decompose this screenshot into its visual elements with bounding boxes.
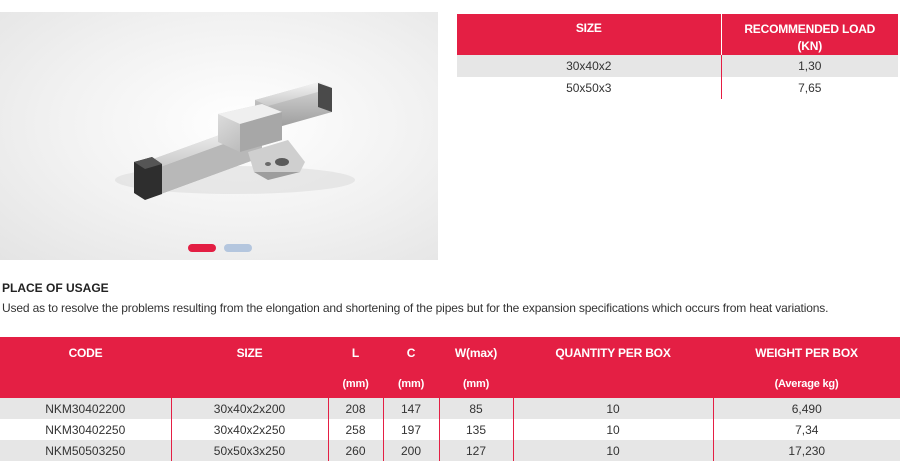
cell-c: 200	[383, 440, 439, 461]
header-l: L	[351, 346, 360, 360]
load-header-line-2: (KN)	[797, 39, 823, 53]
cell-l: 208	[328, 398, 383, 419]
cell-weight: 6,490	[713, 398, 900, 419]
cell-quantity: 10	[513, 419, 713, 440]
load-table-row	[457, 55, 898, 77]
cell-weight: 7,34	[713, 419, 900, 440]
table-row	[0, 440, 900, 461]
subheader-size	[171, 369, 328, 398]
header-c: C	[406, 346, 416, 360]
header-w-max: W(max)	[454, 346, 498, 360]
spec-table-header	[0, 337, 900, 369]
load-size-cell: 30x40x2	[457, 55, 721, 77]
cell-quantity: 10	[513, 440, 713, 461]
subheader-w-unit: (mm)	[462, 377, 490, 390]
cell-size: 30x40x2x200	[171, 398, 328, 419]
subheader-c-unit: (mm)	[397, 377, 425, 390]
subheader-weight-unit: (Average kg)	[774, 377, 839, 390]
load-table-header	[457, 14, 898, 55]
load-table-row	[457, 77, 898, 99]
load-header-size: SIZE	[457, 14, 721, 55]
cell-code: NKM50503250	[0, 440, 171, 461]
cell-size: 50x50x3x250	[171, 440, 328, 461]
load-value-cell: 7,65	[721, 77, 898, 99]
cell-size: 30x40x2x250	[171, 419, 328, 440]
table-row	[0, 398, 900, 419]
cell-l: 258	[328, 419, 383, 440]
cell-l: 260	[328, 440, 383, 461]
load-size-cell: 50x50x3	[457, 77, 721, 99]
load-header-recommended-load	[721, 14, 898, 55]
cell-code: NKM30402250	[0, 419, 171, 440]
cell-c: 197	[383, 419, 439, 440]
subheader-code	[0, 369, 171, 398]
load-value-cell: 1,30	[721, 55, 898, 77]
spec-table-subheader	[0, 369, 900, 398]
cell-weight: 17,230	[713, 440, 900, 461]
usage-description: Used as to resolve the problems resulting from the elongation and shortening of the pipes but for the expansion specifications which occurs from heat variations.	[2, 301, 829, 315]
header-weight-per-box: WEIGHT PER BOX	[755, 346, 858, 360]
expansion-clamp-illustration	[0, 12, 438, 260]
carousel-dot-1[interactable]	[188, 244, 216, 252]
cell-w: 135	[439, 419, 513, 440]
load-table	[457, 14, 898, 99]
cell-code: NKM30402200	[0, 398, 171, 419]
cell-c: 147	[383, 398, 439, 419]
carousel-dot-2[interactable]	[224, 244, 252, 252]
subheader-l-unit: (mm)	[342, 377, 369, 390]
header-quantity-per-box: QUANTITY PER BOX	[555, 346, 671, 360]
usage-title: PLACE OF USAGE	[2, 281, 109, 295]
cell-w: 85	[439, 398, 513, 419]
load-header-line-1: RECOMMENDED LOAD	[744, 22, 876, 36]
header-code: CODE	[68, 346, 103, 360]
table-row	[0, 419, 900, 440]
cell-w: 127	[439, 440, 513, 461]
product-spec-table	[0, 337, 900, 461]
product-image	[0, 12, 438, 260]
header-size: SIZE	[236, 346, 263, 360]
cell-quantity: 10	[513, 398, 713, 419]
carousel-indicator	[188, 244, 252, 252]
subheader-quantity	[513, 369, 713, 398]
